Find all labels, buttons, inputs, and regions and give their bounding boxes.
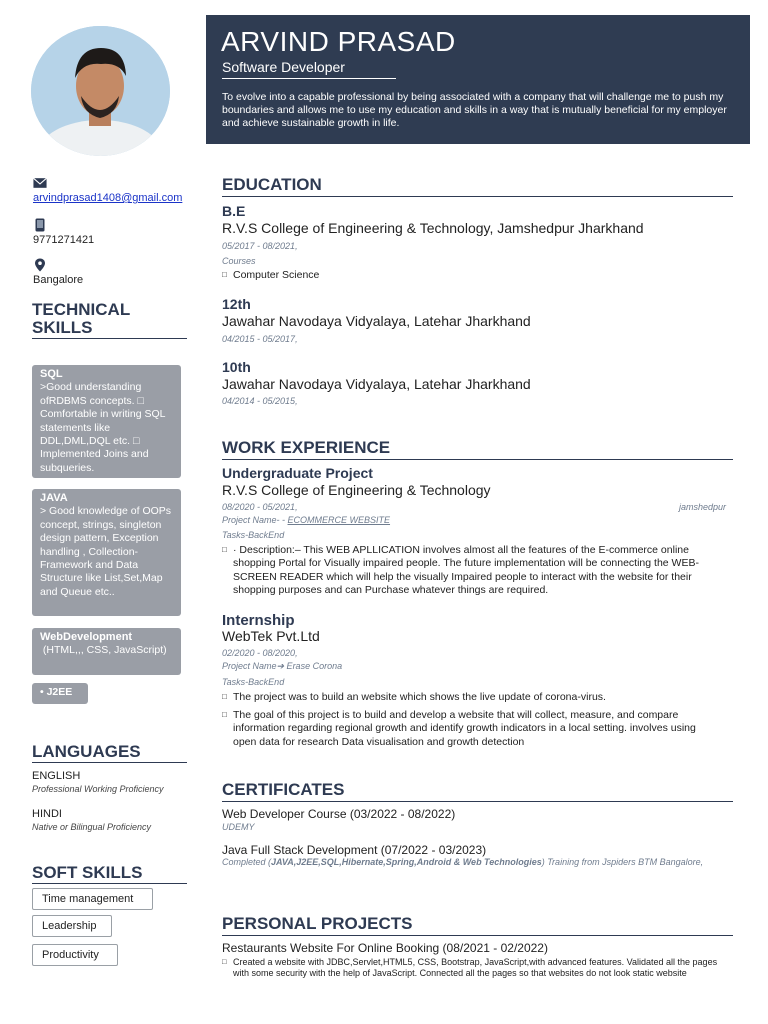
header-banner	[206, 15, 750, 144]
certificate-desc-prefix: Completed (	[222, 857, 272, 867]
certificate-desc-bold: JAVA,J2EE,SQL,Hibernate,Spring,Android & Web Technologies	[271, 857, 542, 867]
work-project-prefix: Project Name- -	[222, 515, 288, 525]
certificate-name: Web Developer Course (03/2022 - 08/2022)	[222, 807, 456, 821]
skill-java-title: JAVA	[40, 492, 68, 504]
certificates-heading: CERTIFICATES	[222, 780, 733, 802]
work-bullet: □ · Description:– This WEB APLLICATION involves almost all the features of the E-commerce online shopping Portal for Visually impaired people. The future implementation will be connecting the WEB- SCREEN READER which will help the visually Impaired people to interact with the website for their shopping purposes and can Purchase whatever things are required.	[222, 544, 734, 598]
mail-icon	[33, 176, 47, 190]
edu-degree: 10th	[222, 359, 251, 375]
phone-text: 9771271421	[33, 234, 95, 246]
work-dates: 02/2020 - 08/2020,	[222, 648, 298, 658]
work-org: WebTek Pvt.Ltd	[222, 628, 320, 644]
language-english	[32, 770, 164, 794]
certificate-name: Java Full Stack Development (07/2022 - 03/2023)	[222, 843, 487, 857]
work-tasks: Tasks-BackEnd	[222, 530, 285, 540]
phone-icon	[33, 218, 47, 232]
work-experience-heading: WORK EXPERIENCE	[222, 438, 733, 460]
work-bullet: □ The goal of this project is to build and develop a website that will collect, measure, and compare information regarding regional growth and identify growth indicators in a local setting. involves using open data for research Data visualisation and growth detection	[222, 709, 712, 749]
profile-photo-art	[31, 26, 170, 156]
sidebar	[0, 0, 200, 1024]
skill-webdev-text: (HTML,,, CSS, JavaScript)	[40, 644, 167, 657]
soft-skill-chip: Time management	[32, 888, 153, 910]
work-project	[222, 515, 390, 525]
edu-dates: 05/2017 - 08/2021,	[222, 241, 298, 251]
language-name: ENGLISH	[32, 770, 81, 782]
technical-skills-heading: TECHNICAL SKILLS	[32, 301, 187, 339]
certificate-desc	[222, 857, 722, 868]
candidate-role: Software Developer	[222, 59, 396, 79]
skill-sql	[32, 365, 181, 478]
edu-degree: B.E	[222, 203, 246, 219]
summary-text: To evolve into a capable professional by being associated with a company that will challenge me to push my boundaries and allows me to use my education and skills in a way that is mutually beneficial for my employer and achieve sustainable growth in life.	[222, 91, 727, 129]
contact-email[interactable]	[33, 176, 188, 204]
contact-location	[33, 258, 188, 286]
project-name: Restaurants Website For Online Booking (08/2021 - 02/2022)	[222, 941, 548, 955]
edu-dates: 04/2014 - 05/2015,	[222, 396, 298, 406]
edu-degree: 12th	[222, 296, 251, 312]
candidate-name: ARVIND PRASAD	[221, 26, 456, 57]
skill-java	[32, 489, 181, 616]
profile-photo	[31, 26, 170, 156]
work-org: R.V.S College of Engineering & Technology	[222, 482, 491, 498]
skill-sql-text: >Good understanding ofRDBMS concepts. □ Comfortable in writing SQL statements like DDL,DML,DQL etc. □ Implemented Joins and subqueries.	[40, 381, 166, 474]
skill-java-text: > Good knowledge of OOPs concept, strings, singleton design pattern, Exception handling , Collection-Framework and Data Structure like List,Set,Map and Queue etc..	[40, 505, 172, 598]
contact-phone	[33, 218, 188, 246]
skill-webdev	[32, 628, 181, 675]
certificate-issuer: UDEMY	[222, 822, 255, 832]
project-desc: □ Created a website with JDBC,Servlet,HTML5, CSS, Bootstrap, JavaScript,with advanced features. Validated all the pages with some security with the help of JavaScript. Connected all the pages so that websites do not look static website	[222, 957, 732, 979]
skill-webdev-title: WebDevelopment	[40, 631, 133, 643]
work-tasks: Tasks-BackEnd	[222, 677, 285, 687]
location-pin-icon	[33, 258, 47, 272]
work-bullet: □ The project was to build an website which shows the live update of corona-virus.	[222, 691, 722, 704]
work-project: Project Name➔ Erase Corona	[222, 661, 343, 671]
certificate-desc-suffix: ) Training from Jspiders BTM Bangalore,	[541, 857, 704, 867]
language-name: HINDI	[32, 808, 62, 820]
skill-j2ee: • J2EE	[32, 683, 88, 704]
location-text: Bangalore	[33, 274, 84, 286]
work-project-link[interactable]: ECOMMERCE WEBSITE	[287, 515, 391, 525]
edu-school: Jawahar Navodaya Vidyalaya, Latehar Jharkhand	[222, 376, 531, 392]
work-dates: 08/2020 - 05/2021,	[222, 502, 298, 512]
work-role: Internship	[222, 612, 295, 629]
skill-sql-title: SQL	[40, 368, 63, 380]
language-hindi	[32, 808, 151, 832]
edu-school: R.V.S College of Engineering & Technology, Jamshedpur Jharkhand	[222, 220, 644, 236]
language-level: Professional Working Proficiency	[32, 784, 164, 794]
personal-projects-heading: PERSONAL PROJECTS	[222, 914, 733, 936]
soft-skills-heading: SOFT SKILLS	[32, 864, 187, 884]
edu-school: Jawahar Navodaya Vidyalaya, Latehar Jharkhand	[222, 313, 531, 329]
language-level: Native or Bilingual Proficiency	[32, 822, 152, 832]
email-link[interactable]: arvindprasad1408@gmail.com	[33, 192, 183, 204]
work-location: jamshedpur	[679, 502, 727, 512]
edu-course: □ Computer Science	[222, 269, 722, 282]
edu-courses-label: Courses	[222, 256, 256, 266]
edu-dates: 04/2015 - 05/2017,	[222, 334, 298, 344]
work-role: Undergraduate Project	[222, 465, 373, 481]
languages-heading: LANGUAGES	[32, 743, 187, 763]
soft-skill-chip: Productivity	[32, 944, 118, 966]
soft-skill-chip: Leadership	[32, 915, 112, 937]
education-heading: EDUCATION	[222, 175, 733, 197]
